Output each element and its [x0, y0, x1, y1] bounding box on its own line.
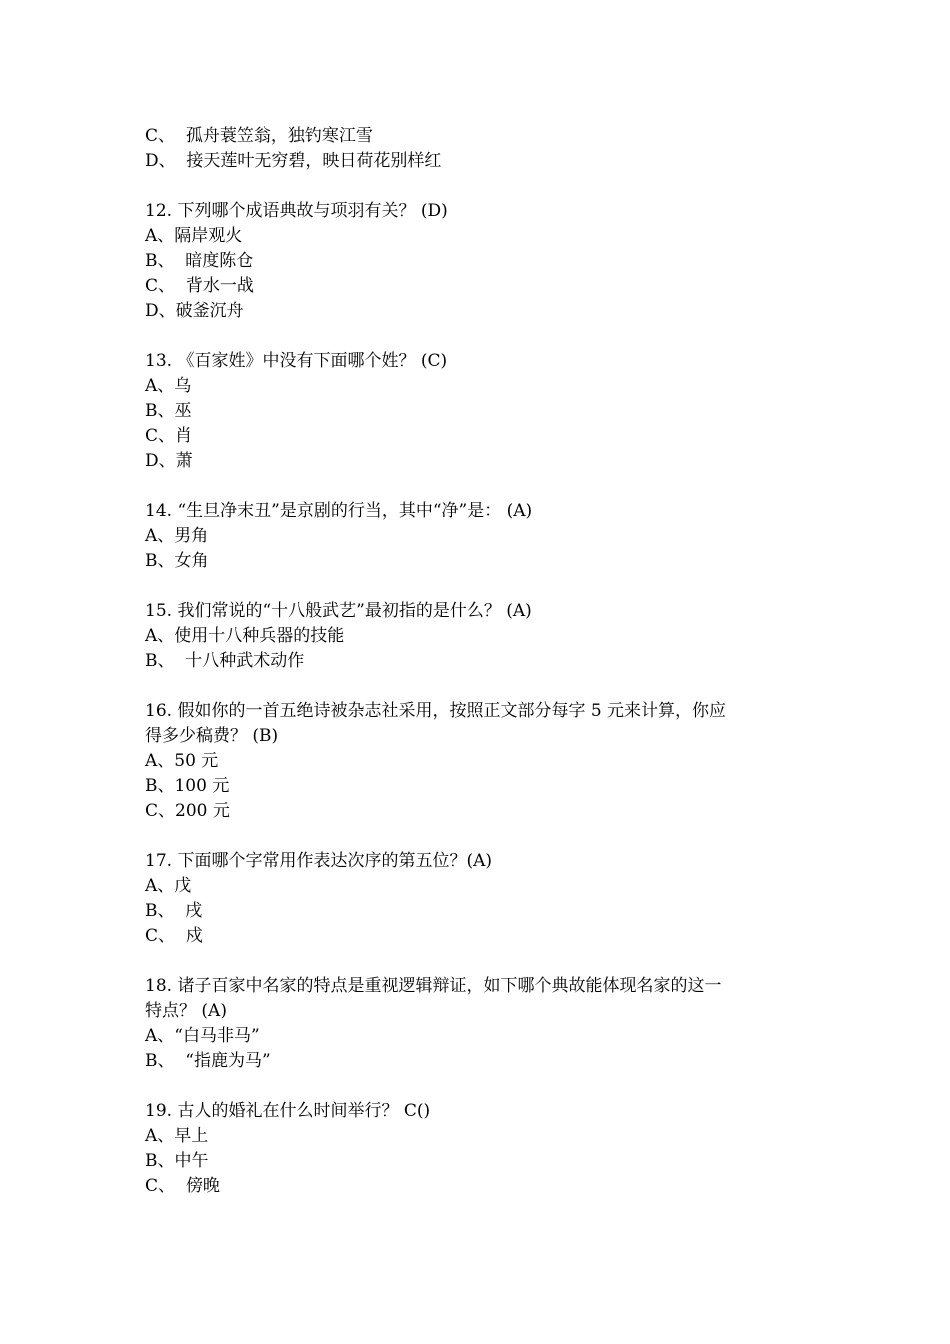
question-text: 12. 下列哪个成语典故与项羽有关？ (D) [145, 201, 448, 221]
question-15 [145, 599, 805, 674]
question-text: 13. 《百家姓》中没有下面哪个姓？ (C) [145, 351, 448, 371]
option-line: C、 傍晚 [145, 1176, 220, 1196]
option-line: A、戊 [145, 876, 192, 896]
paragraph-gap [145, 474, 805, 499]
option-line: A、乌 [145, 376, 192, 396]
option-line: B、 戌 [145, 901, 203, 921]
option-line: B、 十八种武术动作 [145, 651, 305, 671]
option-line: A、使用十八种兵器的技能 [145, 626, 345, 646]
paragraph-gap [145, 574, 805, 599]
paragraph-gap [145, 824, 805, 849]
option-line: C、 戍 [145, 926, 203, 946]
question-text: 14. “生旦净末丑”是京剧的行当，其中“净”是： (A) [145, 501, 533, 521]
paragraph-gap [145, 949, 805, 974]
document-body [145, 124, 805, 1199]
option-line: D、 接天莲叶无穷碧，映日荷花别样红 [145, 151, 442, 171]
option-line: B、 “指鹿为马” [145, 1051, 271, 1071]
paragraph-gap [145, 324, 805, 349]
paragraph-gap [145, 674, 805, 699]
question-text-continued: 特点？ (A) [145, 1001, 227, 1021]
option-line: D、萧 [145, 451, 193, 471]
question-19 [145, 1099, 805, 1199]
question-text: 17. 下面哪个字常用作表达次序的第五位？(A) [145, 851, 492, 871]
option-line: A、50 元 [145, 751, 219, 771]
option-line: A、隔岸观火 [145, 226, 243, 246]
question-text-continued: 得多少稿费？ (B) [145, 726, 279, 746]
option-line: B、中午 [145, 1151, 209, 1171]
option-line: B、100 元 [145, 776, 230, 796]
continued-question-options [145, 124, 805, 174]
paragraph-gap [145, 174, 805, 199]
option-line: A、男角 [145, 526, 209, 546]
question-text: 19. 古人的婚礼在什么时间举行？ C() [145, 1101, 431, 1121]
option-line: B、巫 [145, 401, 192, 421]
paragraph-gap [145, 1074, 805, 1099]
option-line: C、 背水一战 [145, 276, 254, 296]
question-text: 18. 诸子百家中名家的特点是重视逻辑辩证，如下哪个典故能体现名家的这一 [145, 976, 722, 996]
option-line: B、女角 [145, 551, 209, 571]
option-line: C、200 元 [145, 801, 230, 821]
question-17 [145, 849, 805, 949]
question-text: 15. 我们常说的“十八般武艺”最初指的是什么？ (A) [145, 601, 532, 621]
option-line: B、 暗度陈仓 [145, 251, 254, 271]
option-line: C、 孤舟蓑笠翁，独钓寒江雪 [145, 126, 373, 146]
option-line: D、破釜沉舟 [145, 301, 244, 321]
question-12 [145, 199, 805, 324]
question-13 [145, 349, 805, 474]
question-14 [145, 499, 805, 574]
option-line: C、肖 [145, 426, 193, 446]
option-line: A、早上 [145, 1126, 209, 1146]
question-16 [145, 699, 805, 824]
question-18 [145, 974, 805, 1074]
option-line: A、“白马非马” [145, 1026, 260, 1046]
question-text: 16. 假如你的一首五绝诗被杂志社采用，按照正文部分每字 5 元来计算，你应 [145, 701, 727, 721]
